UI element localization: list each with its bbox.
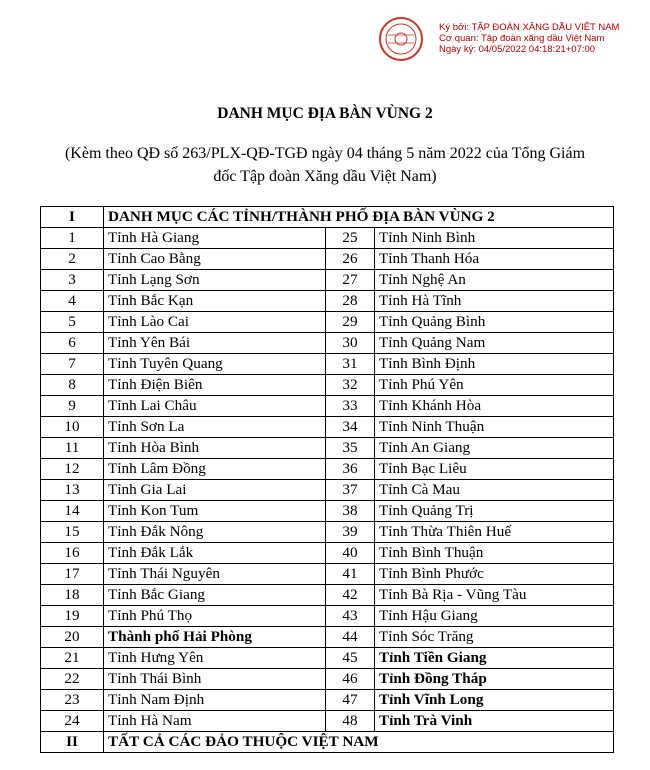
table-row: [41, 417, 614, 438]
province-name-b: Tỉnh Tiền Giang: [375, 648, 614, 669]
table-row: [41, 249, 614, 270]
section-1-header-row: [41, 207, 614, 228]
row-number-a: 17: [41, 564, 104, 585]
row-number-a: 9: [41, 396, 104, 417]
signature-text: [439, 22, 619, 55]
row-number-b: 42: [326, 585, 375, 606]
province-name-b: Tỉnh Quảng Bình: [375, 312, 614, 333]
row-number-b: 37: [326, 480, 375, 501]
section-1-roman: I: [41, 207, 104, 228]
row-number-b: 41: [326, 564, 375, 585]
row-number-b: 43: [326, 606, 375, 627]
province-name-a: Tỉnh Hưng Yên: [104, 648, 326, 669]
province-name-a: Tỉnh Hà Nam: [104, 711, 326, 732]
subtitle-line-1: (Kèm theo QĐ số 263/PLX-QĐ-TGĐ ngày 04 tháng 5 năm 2022 của Tổng Giám: [64, 145, 586, 162]
province-name-b: Tỉnh Bình Thuận: [375, 543, 614, 564]
table-row: [41, 291, 614, 312]
table-row: [41, 690, 614, 711]
row-number-a: 11: [41, 438, 104, 459]
table-row: [41, 480, 614, 501]
province-name-a: Tỉnh Thái Nguyên: [104, 564, 326, 585]
signature-signer: Ký bởi: TẬP ĐOÀN XĂNG DẦU VIỆT NAM: [439, 22, 620, 33]
row-number-b: 48: [326, 711, 375, 732]
province-name-a: Tỉnh Đắk Lắk: [104, 543, 326, 564]
region-table: [40, 206, 614, 753]
row-number-a: 7: [41, 354, 104, 375]
province-name-b: Tỉnh An Giang: [375, 438, 614, 459]
province-name-b: Tỉnh Phú Yên: [375, 375, 614, 396]
province-name-b: Tỉnh Sóc Trăng: [375, 627, 614, 648]
province-name-b: Tỉnh Bạc Liêu: [375, 459, 614, 480]
red-seal-icon: [378, 16, 424, 62]
row-number-a: 24: [41, 711, 104, 732]
province-name-a: Tỉnh Đắk Nông: [104, 522, 326, 543]
row-number-a: 22: [41, 669, 104, 690]
digital-signature-block: [374, 10, 650, 60]
row-number-a: 8: [41, 375, 104, 396]
row-number-a: 1: [41, 228, 104, 249]
table-row: [41, 522, 614, 543]
row-number-b: 32: [326, 375, 375, 396]
row-number-a: 18: [41, 585, 104, 606]
row-number-a: 23: [41, 690, 104, 711]
row-number-b: 28: [326, 291, 375, 312]
table-row: [41, 333, 614, 354]
province-name-a: Tỉnh Yên Bái: [104, 333, 326, 354]
province-name-b: Tỉnh Cà Mau: [375, 480, 614, 501]
province-name-b: Tỉnh Quảng Nam: [375, 333, 614, 354]
signature-date: Ngày ký: 04/05/2022 04:18:21+07:00: [439, 44, 596, 55]
row-number-b: 33: [326, 396, 375, 417]
document-subtitle: [40, 142, 610, 188]
table-row: [41, 606, 614, 627]
province-name-a: Tỉnh Sơn La: [104, 417, 326, 438]
province-name-b: Tỉnh Bình Định: [375, 354, 614, 375]
province-name-b: Tỉnh Vĩnh Long: [375, 690, 614, 711]
row-number-b: 27: [326, 270, 375, 291]
row-number-b: 45: [326, 648, 375, 669]
province-name-b: Tỉnh Khánh Hòa: [375, 396, 614, 417]
section-1-heading: DANH MỤC CÁC TỈNH/THÀNH PHỐ ĐỊA BÀN VÙNG 2: [104, 207, 614, 228]
province-name-b: Tỉnh Hậu Giang: [375, 606, 614, 627]
row-number-a: 16: [41, 543, 104, 564]
row-number-b: 29: [326, 312, 375, 333]
province-name-a: Tỉnh Lào Cai: [104, 312, 326, 333]
row-number-b: 25: [326, 228, 375, 249]
province-name-a: Thành phố Hải Phòng: [104, 627, 326, 648]
province-name-b: Tỉnh Thừa Thiên Huế: [375, 522, 614, 543]
row-number-b: 35: [326, 438, 375, 459]
row-number-a: 6: [41, 333, 104, 354]
province-name-b: Tỉnh Ninh Bình: [375, 228, 614, 249]
row-number-b: 34: [326, 417, 375, 438]
row-number-a: 13: [41, 480, 104, 501]
section-2-roman: II: [41, 732, 104, 753]
province-name-a: Tỉnh Nam Định: [104, 690, 326, 711]
province-name-a: Tỉnh Điện Biên: [104, 375, 326, 396]
row-number-a: 2: [41, 249, 104, 270]
province-name-b: Tỉnh Bình Phước: [375, 564, 614, 585]
province-name-a: Tỉnh Kon Tum: [104, 501, 326, 522]
row-number-a: 19: [41, 606, 104, 627]
table-row: [41, 438, 614, 459]
row-number-b: 46: [326, 669, 375, 690]
row-number-b: 30: [326, 333, 375, 354]
province-name-a: Tỉnh Tuyên Quang: [104, 354, 326, 375]
province-name-a: Tỉnh Hòa Bình: [104, 438, 326, 459]
province-name-a: Tỉnh Lạng Sơn: [104, 270, 326, 291]
province-name-a: Tỉnh Gia Lai: [104, 480, 326, 501]
row-number-b: 47: [326, 690, 375, 711]
table-row: [41, 543, 614, 564]
table-row: [41, 501, 614, 522]
signature-agency: Cơ quan: Tập đoàn xăng dầu Việt Nam: [439, 33, 605, 44]
row-number-a: 3: [41, 270, 104, 291]
row-number-b: 38: [326, 501, 375, 522]
table-row: [41, 711, 614, 732]
province-name-b: Tỉnh Hà Tĩnh: [375, 291, 614, 312]
province-name-b: Tỉnh Đồng Tháp: [375, 669, 614, 690]
province-name-b: Tỉnh Nghệ An: [375, 270, 614, 291]
row-number-b: 40: [326, 543, 375, 564]
row-number-b: 31: [326, 354, 375, 375]
row-number-a: 10: [41, 417, 104, 438]
province-name-b: Tỉnh Ninh Thuận: [375, 417, 614, 438]
row-number-a: 21: [41, 648, 104, 669]
row-number-b: 26: [326, 249, 375, 270]
table-row: [41, 648, 614, 669]
province-name-a: Tỉnh Cao Bằng: [104, 249, 326, 270]
province-name-b: Tỉnh Thanh Hóa: [375, 249, 614, 270]
subtitle-line-2: đốc Tập đoàn Xăng dầu Việt Nam): [213, 168, 437, 185]
section-2-header-row: [41, 732, 614, 753]
row-number-a: 4: [41, 291, 104, 312]
province-name-a: Tỉnh Phú Thọ: [104, 606, 326, 627]
province-name-b: Tỉnh Quảng Trị: [375, 501, 614, 522]
row-number-a: 14: [41, 501, 104, 522]
document-title: DANH MỤC ĐỊA BÀN VÙNG 2: [217, 105, 433, 122]
province-name-b: Tỉnh Trà Vinh: [375, 711, 614, 732]
table-row: [41, 585, 614, 606]
province-name-a: Tỉnh Lâm Đồng: [104, 459, 326, 480]
table-row: [41, 669, 614, 690]
row-number-a: 15: [41, 522, 104, 543]
province-name-b: Tỉnh Bà Rịa - Vũng Tàu: [375, 585, 614, 606]
row-number-a: 5: [41, 312, 104, 333]
table-row: [41, 459, 614, 480]
table-row: [41, 627, 614, 648]
row-number-a: 20: [41, 627, 104, 648]
table-row: [41, 270, 614, 291]
province-name-a: Tỉnh Bắc Kạn: [104, 291, 326, 312]
table-row: [41, 564, 614, 585]
row-number-b: 44: [326, 627, 375, 648]
row-number-b: 39: [326, 522, 375, 543]
section-2-heading: TẤT CẢ CÁC ĐẢO THUỘC VIỆT NAM: [104, 732, 614, 753]
province-name-a: Tỉnh Lai Châu: [104, 396, 326, 417]
table-row: [41, 396, 614, 417]
table-row: [41, 354, 614, 375]
province-name-a: Tỉnh Thái Bình: [104, 669, 326, 690]
table-row: [41, 228, 614, 249]
table-row: [41, 312, 614, 333]
row-number-a: 12: [41, 459, 104, 480]
row-number-b: 36: [326, 459, 375, 480]
table-row: [41, 375, 614, 396]
province-name-a: Tỉnh Hà Giang: [104, 228, 326, 249]
province-name-a: Tỉnh Bắc Giang: [104, 585, 326, 606]
